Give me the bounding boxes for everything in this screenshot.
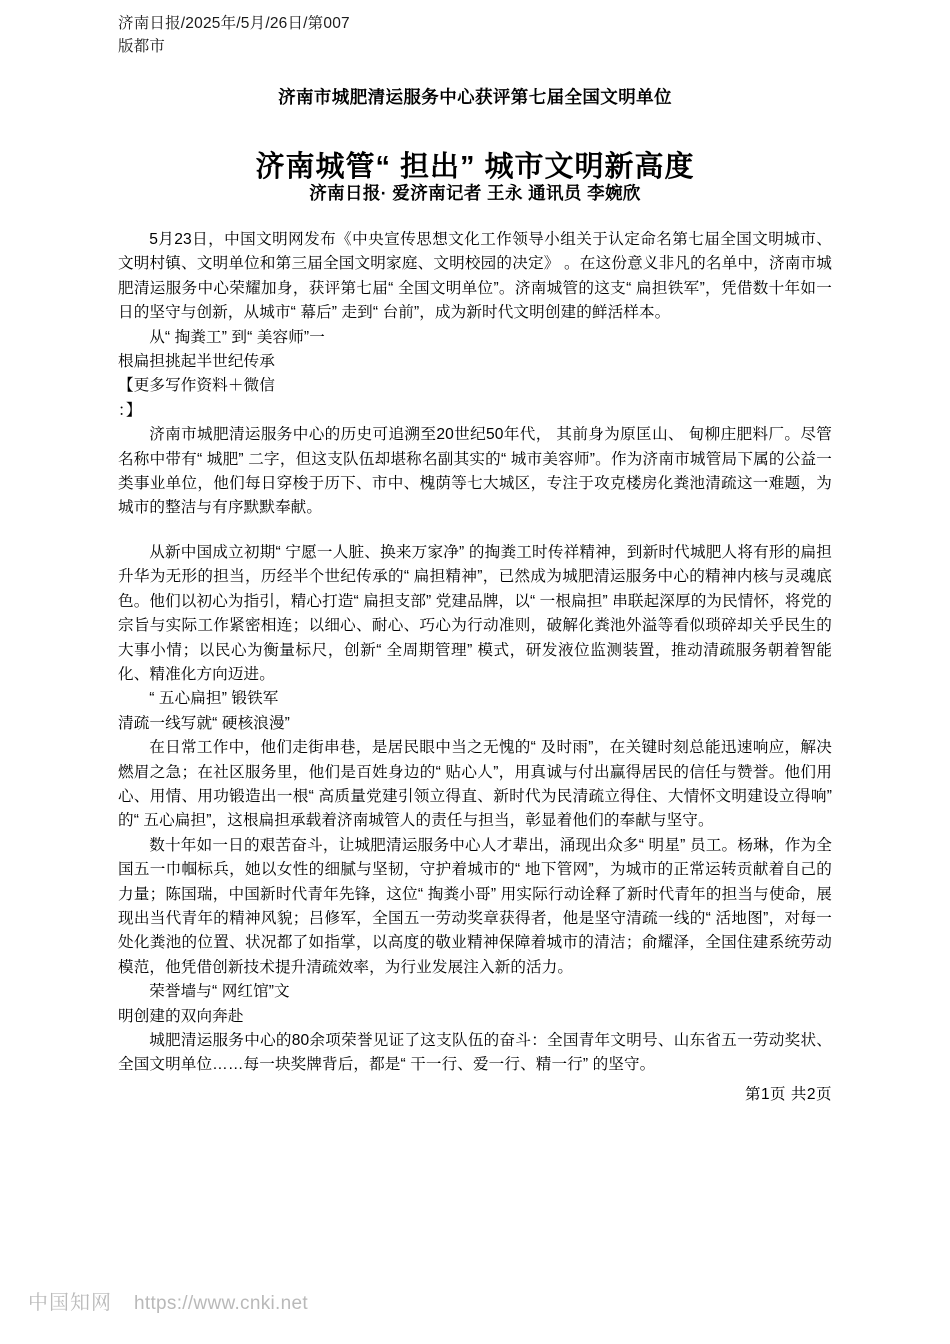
paragraph: 从新中国成立初期“ 宁愿一人脏、换来万家净” 的掏粪工时传祥精神，到新时代城肥人将有形的扁担升华为无形的担当，历经半个世纪传承的“ 扁担精神”，已然成为城肥清运服务中心的精神内核与灵魂底色。他们以初心为指引，精心打造“ 扁担支部” 党建品牌，以“ 一根扁担” 串联起深厚的为民情怀，将党的宗旨与实际工作紧密相连；以细心、耐心、巧心为行动准则，破解化粪池外溢等看似琐碎却关乎民生的大事小情；以民心为衡量标尺，创新“ 全周期管理” 模式，研发液位监测装置，推动清疏服务朝着智能化、精准化方向迈进。: [118, 543, 832, 683]
page-title: 济南城管“ 担出” 城市文明新高度: [255, 151, 695, 184]
section-heading-line: 明创建的双向奔赴: [118, 1007, 244, 1025]
watermark-url: https://www.cnki.net: [134, 1293, 308, 1314]
section-heading-line: “ 五心扁担” 锻铁军: [149, 690, 279, 708]
section-heading-line: 根扁担挑起半世纪传承: [118, 353, 275, 371]
publication-section-line: 版都市: [118, 38, 166, 55]
paragraph: 数十年如一日的艰苦奋斗，让城肥清运服务中心人才辈出，涌现出众多“ 明星” 员工。杨琳，作为全国五一巾帼标兵，她以女性的细腻与坚韧，守护着城市的“ 地下管网”，为城市的正常运转贡献着自己的力量；陈国瑞，中国新时代青年先锋，这位“ 掏粪小哥” 用实际行动诠释了新时代青年的担当与使命，展现出当代青年的精神风貌；吕修军，全国五一劳动奖章获得者，他是坚守清疏一线的“ 活地图”，对每一处化粪池的位置、状况都了如指掌，以高度的敬业精神保障着城市的清洁；俞耀泽，全国住建系统劳动模范，他凭借创新技术提升清疏效率，为行业发展注入新的活力。: [118, 836, 832, 976]
cnki-watermark: [28, 1286, 308, 1315]
paragraph: 城肥清运服务中心的80余项荣誉见证了这支队伍的奋斗：全国青年文明号、山东省五一劳动奖状、全国文明单位……每一块奖牌背后，都是“ 干一行、爱一行、精一行” 的坚守。: [118, 1032, 832, 1074]
publication-meta: [118, 12, 818, 58]
paragraph: 5月23日，中国文明网发布《中央宣传思想文化工作领导小组关于认定命名第七届全国文明城市、文明村镇、文明单位和第三届全国文明家庭、文明校园的决定》 。在这份意义非凡的名单中，济南市城肥清运服务中心荣耀加身，获评第七届“ 全国文明单位”。济南城管的这支“ 扁担铁军”，凭借数十年如一日的坚守与创新，从城市“ 幕后” 走到“ 台前”，成为新时代文明创建的鲜活样本。: [118, 231, 832, 322]
editor-note-line: ：】: [118, 401, 142, 419]
article-byline: 济南日报· 爱济南记者 王永 通讯员 李婉欣: [309, 183, 641, 203]
section-heading-line: 荣誉墙与“ 网红馆”文: [149, 983, 290, 1001]
section-heading-line: 从“ 掏粪工” 到“ 美容师”一: [149, 328, 325, 346]
editor-note-line: 【更多写作资料＋微信: [118, 377, 275, 395]
paragraph: 在日常工作中，他们走街串巷，是居民眼中当之无愧的“ 及时雨”，在关键时刻总能迅速响应，解决燃眉之急；在社区服务里，他们是百姓身边的“ 贴心人”，用真诚与付出赢得居民的信任与赞誉。他们用心、用情、用功锻造出一根“ 高质量党建引领立得直、新时代为民清疏立得住、大情怀文明建设立得响” 的“ 五心扁担”，这根扁担承载着济南城管人的责任与担当，彰显着他们的奉献与坚守。: [118, 739, 832, 830]
article-subtitle: 济南市城肥清运服务中心获评第七届全国文明单位: [278, 87, 672, 107]
paragraph: 济南市城肥清运服务中心的历史可追溯至20世纪50年代， 其前身为原匡山、 甸柳庄肥料厂。尽管名称中带有“ 城肥” 二字，但这支队伍却堪称名副其实的“ 城市美容师”。作为济南市城管局下属的公益一类事业单位，他们每日穿梭于历下、市中、槐荫等七大城区，专注于攻克楼房化粪池清疏这一难题，为城市的整洁与有序默默奉献。: [118, 426, 832, 517]
publication-source-line: 济南日报/2025年/5月/26日/第007: [118, 15, 350, 32]
watermark-brand: 中国知网: [28, 1292, 112, 1314]
section-heading-line: 清疏一线写就“ 硬核浪漫”: [118, 714, 290, 732]
article-body: [118, 228, 832, 1078]
page-number-indicator: 第1页 共2页: [744, 1086, 832, 1103]
